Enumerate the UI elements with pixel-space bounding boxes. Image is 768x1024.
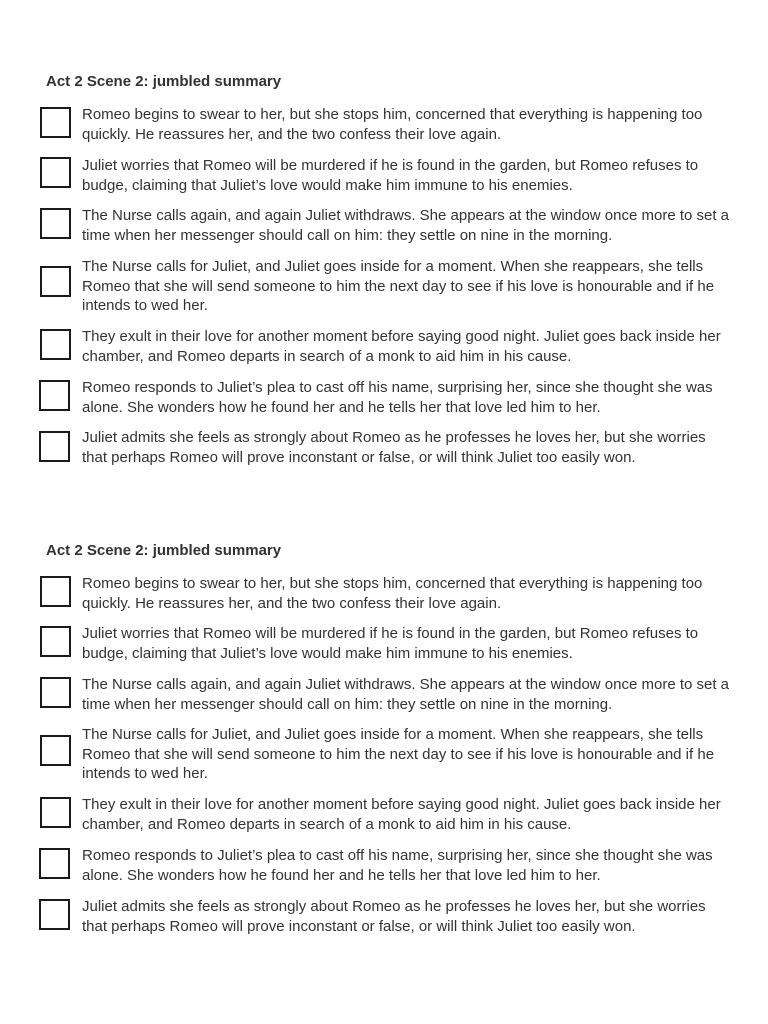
order-checkbox[interactable] — [40, 107, 71, 138]
summary-text: The Nurse calls again, and again Juliet withdraws. She appears at the window once more to set a time when her messenger should call on him: they settle on nine in the morning. — [82, 676, 730, 713]
summary-text: Romeo begins to swear to her, but she stops him, concerned that everything is happening too quickly. He reassures her, and the two confess their love again. — [82, 106, 703, 143]
order-checkbox[interactable] — [40, 797, 71, 828]
summary-text: The Nurse calls again, and again Juliet withdraws. She appears at the window once more to set a time when her messenger should call on him: they settle on nine in the morning. — [82, 207, 730, 244]
section-heading: Act 2 Scene 2: jumbled summary — [46, 542, 282, 559]
summary-text: The Nurse calls for Juliet, and Juliet goes inside for a moment. When she reappears, she tells Romeo that she will send someone to him the next day to see if his love is honourable and if he intends to wed her. — [82, 726, 715, 782]
section-heading: Act 2 Scene 2: jumbled summary — [46, 73, 282, 90]
order-checkbox[interactable] — [40, 208, 71, 239]
summary-text: Romeo responds to Juliet’s plea to cast off his name, surprising her, since she thought she was alone. She wonders how he found her and he tells her that love led him to her. — [82, 379, 713, 416]
order-checkbox[interactable] — [40, 735, 71, 766]
order-checkbox[interactable] — [40, 677, 71, 708]
summary-text: The Nurse calls for Juliet, and Juliet goes inside for a moment. When she reappears, she tells Romeo that she will send someone to him the next day to see if his love is honourable and if he intends to wed her. — [82, 258, 715, 314]
order-checkbox[interactable] — [39, 380, 70, 411]
order-checkbox[interactable] — [39, 431, 70, 462]
summary-text: They exult in their love for another moment before saying good night. Juliet goes back inside her chamber, and Romeo departs in search of a monk to aid him in his cause. — [82, 796, 721, 833]
summary-text: Juliet admits she feels as strongly about Romeo as he professes he loves her, but she worries that perhaps Romeo will prove inconstant or false, or will think Juliet too easily won. — [82, 429, 706, 466]
summary-text: Romeo begins to swear to her, but she stops him, concerned that everything is happening too quickly. He reassures her, and the two confess their love again. — [82, 575, 703, 612]
order-checkbox[interactable] — [39, 848, 70, 879]
summary-text: Juliet worries that Romeo will be murdered if he is found in the garden, but Romeo refuses to budge, claiming that Juliet’s love would make him immune to his enemies. — [82, 625, 699, 662]
summary-text: Romeo responds to Juliet’s plea to cast off his name, surprising her, since she thought she was alone. She wonders how he found her and he tells her that love led him to her. — [82, 847, 713, 884]
order-checkbox[interactable] — [40, 329, 71, 360]
order-checkbox[interactable] — [40, 576, 71, 607]
order-checkbox[interactable] — [40, 157, 71, 188]
order-checkbox[interactable] — [39, 899, 70, 930]
summary-text: Juliet worries that Romeo will be murdered if he is found in the garden, but Romeo refuses to budge, claiming that Juliet’s love would make him immune to his enemies. — [82, 157, 699, 194]
order-checkbox[interactable] — [40, 266, 71, 297]
summary-text: Juliet admits she feels as strongly about Romeo as he professes he loves her, but she worries that perhaps Romeo will prove inconstant or false, or will think Juliet too easily won. — [82, 898, 706, 935]
summary-text: They exult in their love for another moment before saying good night. Juliet goes back inside her chamber, and Romeo departs in search of a monk to aid him in his cause. — [82, 328, 721, 365]
order-checkbox[interactable] — [40, 626, 71, 657]
